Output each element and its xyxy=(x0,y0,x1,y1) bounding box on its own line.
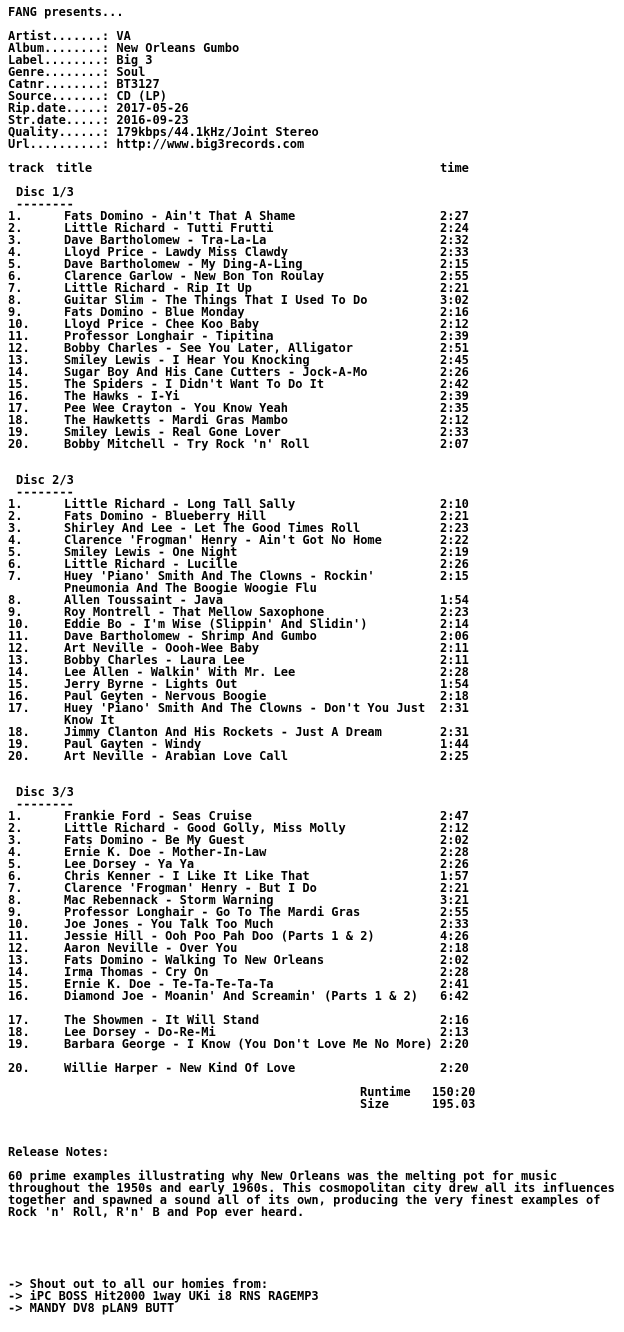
track-time: 3:02 xyxy=(440,293,469,307)
track-title: Little Richard - Tutti Frutti xyxy=(64,221,274,235)
track-time: 4:26 xyxy=(440,929,469,943)
track-number: 9. xyxy=(8,905,23,919)
track-number: 5. xyxy=(8,857,23,871)
disc-block xyxy=(8,186,624,450)
release-notes: 60 prime examples illustrating why New Orleans was the melting pot for music throughout the 1950s and early 1960s. This cosmopolitan city drew all its influences together and spawned a sound all of its own, producing the very finest examples of Rock 'n' Roll, R'n' B and Pop ever heard. xyxy=(8,1169,615,1219)
track-number: 16. xyxy=(8,989,30,1003)
track-number: 10. xyxy=(8,617,30,631)
total-key: Runtime xyxy=(360,1085,411,1099)
track-number: 8. xyxy=(8,593,23,607)
track-number: 10. xyxy=(8,317,30,331)
track-time: 2:13 xyxy=(440,1025,469,1039)
track-time: 2:23 xyxy=(440,521,469,535)
track-row xyxy=(8,990,624,1014)
tracklist-header xyxy=(8,162,624,174)
track-number: 2. xyxy=(8,509,23,523)
track-title: Frankie Ford - Seas Cruise xyxy=(64,809,252,823)
track-title: Fats Domino - Blue Monday xyxy=(64,305,245,319)
track-time: 2:20 xyxy=(440,1037,469,1051)
track-number: 15. xyxy=(8,677,30,691)
info-key: Str.date.....: xyxy=(8,113,110,127)
track-time: 1:54 xyxy=(440,593,469,607)
track-title: Diamond Joe - Moanin' And Screamin' (Parts 1 & 2) xyxy=(64,989,419,1003)
total-value: 150:20 xyxy=(432,1085,476,1099)
track-number: 12. xyxy=(8,641,30,655)
info-value: New Orleans Gumbo xyxy=(116,41,240,55)
info-key: Catnr........: xyxy=(8,77,110,91)
track-number: 19. xyxy=(8,737,30,751)
track-title: Paul Gayten - Windy xyxy=(64,737,202,751)
track-number: 18. xyxy=(8,725,30,739)
track-title: Professor Longhair - Tipitina xyxy=(64,329,274,343)
info-key: Artist.......: xyxy=(8,29,110,43)
info-line xyxy=(8,138,624,150)
track-number: 11. xyxy=(8,329,30,343)
track-row xyxy=(8,570,624,594)
totals xyxy=(8,1086,624,1110)
track-number: 7. xyxy=(8,281,23,295)
track-number: 13. xyxy=(8,353,30,367)
track-title: The Spiders - I Didn't Want To Do It xyxy=(64,377,325,391)
track-number: 17. xyxy=(8,701,30,715)
track-title: Ernie K. Doe - Te-Ta-Te-Ta-Ta xyxy=(64,977,274,991)
track-title: Guitar Slim - The Things That I Used To Do xyxy=(64,293,368,307)
info-value: 179kbps/44.1kHz/Joint Stereo xyxy=(116,125,319,139)
track-number: 5. xyxy=(8,545,23,559)
track-number: 3. xyxy=(8,521,23,535)
track-number: 18. xyxy=(8,413,30,427)
track-time: 2:02 xyxy=(440,833,469,847)
track-title: Little Richard - Long Tall Sally xyxy=(64,497,296,511)
track-number: 15. xyxy=(8,377,30,391)
track-title: Fats Domino - Be My Guest xyxy=(64,833,245,847)
disc-list xyxy=(8,186,624,1074)
track-title: Huey 'Piano' Smith And The Clowns - Rockin' Pneumonia And The Boogie Woogie Flu xyxy=(64,569,375,595)
track-title: Smiley Lewis - I Hear You Knocking xyxy=(64,353,310,367)
track-number: 3. xyxy=(8,233,23,247)
track-number: 2. xyxy=(8,221,23,235)
disc-title: Disc 3/3 xyxy=(16,785,74,799)
track-time: 2:20 xyxy=(440,1061,469,1075)
track-row xyxy=(8,438,624,450)
track-title: The Hawks - I-Yi xyxy=(64,389,180,403)
track-time: 2:07 xyxy=(440,437,469,451)
disc-block xyxy=(8,786,624,1074)
track-title: Jimmy Clanton And His Rockets - Just A Dream xyxy=(64,725,382,739)
track-number: 20. xyxy=(8,1061,30,1075)
info-value: CD (LP) xyxy=(116,89,167,103)
info-key: Quality......: xyxy=(8,125,110,139)
track-number: 8. xyxy=(8,893,23,907)
track-time: 2:12 xyxy=(440,317,469,331)
info-key: Source.......: xyxy=(8,89,110,103)
track-title: Bobby Mitchell - Try Rock 'n' Roll xyxy=(64,437,310,451)
track-time: 2:16 xyxy=(440,1013,469,1027)
track-time: 2:39 xyxy=(440,389,469,403)
track-number: 15. xyxy=(8,977,30,991)
track-time: 2:31 xyxy=(440,701,469,715)
track-title: Barbara George - I Know (You Don't Love Me No More) xyxy=(64,1037,433,1051)
track-number: 8. xyxy=(8,293,23,307)
info-value: BT3127 xyxy=(116,77,160,91)
track-title: Fats Domino - Walking To New Orleans xyxy=(64,953,325,967)
track-time: 2:42 xyxy=(440,377,469,391)
release-info xyxy=(8,30,624,150)
track-time: 2:39 xyxy=(440,329,469,343)
track-time: 2:12 xyxy=(440,413,469,427)
info-value: 2016-09-23 xyxy=(116,113,189,127)
track-title: Roy Montrell - That Mellow Saxophone xyxy=(64,605,325,619)
track-title: Willie Harper - New Kind Of Love xyxy=(64,1061,296,1075)
track-time: 2:35 xyxy=(440,401,469,415)
track-time: 2:15 xyxy=(440,257,469,271)
track-title: Clarence 'Frogman' Henry - Ain't Got No Home xyxy=(64,533,382,547)
track-time: 2:41 xyxy=(440,977,469,991)
track-title: Pee Wee Crayton - You Know Yeah xyxy=(64,401,288,415)
track-number: 18. xyxy=(8,1025,30,1039)
track-time: 2:26 xyxy=(440,857,469,871)
disc-rule: -------- xyxy=(16,797,74,811)
track-number: 17. xyxy=(8,1013,30,1027)
track-number: 20. xyxy=(8,437,30,451)
disc-title: Disc 1/3 xyxy=(16,185,74,199)
track-number: 12. xyxy=(8,941,30,955)
total-key: Size xyxy=(360,1097,389,1111)
track-time: 2:15 xyxy=(440,569,469,583)
track-title: Bobby Charles - See You Later, Alligator xyxy=(64,341,353,355)
track-title: Lloyd Price - Lawdy Miss Clawdy xyxy=(64,245,288,259)
info-key: Album........: xyxy=(8,41,110,55)
track-time: 2:26 xyxy=(440,365,469,379)
track-number: 2. xyxy=(8,821,23,835)
track-time: 2:45 xyxy=(440,353,469,367)
header-title: title xyxy=(56,161,93,175)
track-title: Shirley And Lee - Let The Good Times Roll xyxy=(64,521,361,535)
track-time: 2:28 xyxy=(440,845,469,859)
track-title: Art Neville - Oooh-Wee Baby xyxy=(64,641,260,655)
track-number: 10. xyxy=(8,917,30,931)
track-time: 2:02 xyxy=(440,953,469,967)
track-number: 3. xyxy=(8,833,23,847)
track-time: 2:32 xyxy=(440,233,469,247)
track-number: 6. xyxy=(8,269,23,283)
shout-line: -> Shout out to all our homies from: xyxy=(8,1277,269,1291)
track-time: 2:33 xyxy=(440,425,469,439)
track-time: 2:06 xyxy=(440,629,469,643)
track-title: Little Richard - Good Golly, Miss Molly xyxy=(64,821,346,835)
track-time: 6:42 xyxy=(440,989,469,1003)
total-line xyxy=(8,1098,624,1110)
track-number: 7. xyxy=(8,881,23,895)
track-time: 2:28 xyxy=(440,965,469,979)
track-title: Lloyd Price - Chee Koo Baby xyxy=(64,317,260,331)
track-number: 19. xyxy=(8,425,30,439)
track-title: Ernie K. Doe - Mother-In-Law xyxy=(64,845,267,859)
track-number: 13. xyxy=(8,953,30,967)
track-number: 14. xyxy=(8,365,30,379)
track-number: 19. xyxy=(8,1037,30,1051)
track-time: 1:44 xyxy=(440,737,469,751)
track-time: 2:11 xyxy=(440,641,469,655)
info-key: Url..........: xyxy=(8,137,110,151)
track-number: 6. xyxy=(8,869,23,883)
track-number: 4. xyxy=(8,845,23,859)
track-time: 2:12 xyxy=(440,821,469,835)
track-title: Bobby Charles - Laura Lee xyxy=(64,653,245,667)
track-time: 2:10 xyxy=(440,497,469,511)
track-number: 4. xyxy=(8,245,23,259)
track-title: Irma Thomas - Cry On xyxy=(64,965,209,979)
track-title: Chris Kenner - I Like It Like That xyxy=(64,869,310,883)
total-line xyxy=(8,1086,624,1098)
track-time: 3:21 xyxy=(440,893,469,907)
track-row xyxy=(8,1038,624,1062)
track-number: 1. xyxy=(8,809,23,823)
track-title: Fats Domino - Ain't That A Shame xyxy=(64,209,296,223)
disc-title: Disc 2/3 xyxy=(16,473,74,487)
track-number: 11. xyxy=(8,929,30,943)
track-number: 5. xyxy=(8,257,23,271)
track-title: Paul Geyten - Nervous Boogie xyxy=(64,689,267,703)
track-time: 2:21 xyxy=(440,881,469,895)
track-title: Professor Longhair - Go To The Mardi Gras xyxy=(64,905,361,919)
shout-line: -> iPC BOSS Hit2000 1way UKi i8 RNS RAGEMP3 xyxy=(8,1289,319,1303)
track-title: The Hawketts - Mardi Gras Mambo xyxy=(64,413,288,427)
track-number: 9. xyxy=(8,605,23,619)
track-time: 2:31 xyxy=(440,725,469,739)
track-title: Joe Jones - You Talk Too Much xyxy=(64,917,274,931)
track-time: 2:11 xyxy=(440,653,469,667)
track-number: 14. xyxy=(8,965,30,979)
track-time: 2:27 xyxy=(440,209,469,223)
track-title: Dave Bartholomew - Shrimp And Gumbo xyxy=(64,629,317,643)
track-title: Lee Dorsey - Ya Ya xyxy=(64,857,195,871)
track-title: Smiley Lewis - Real Gone Lover xyxy=(64,425,281,439)
track-title: Eddie Bo - I'm Wise (Slippin' And Slidin') xyxy=(64,617,368,631)
track-time: 2:23 xyxy=(440,605,469,619)
notes-title: Release Notes: xyxy=(8,1145,110,1159)
track-row xyxy=(8,1062,624,1074)
track-title: Smiley Lewis - One Night xyxy=(64,545,238,559)
track-title: Little Richard - Rip It Up xyxy=(64,281,252,295)
track-title: Lee Allen - Walkin' With Mr. Lee xyxy=(64,665,296,679)
disc-rule: -------- xyxy=(16,485,74,499)
info-value: 2017-05-26 xyxy=(116,101,189,115)
track-title: Mac Rebennack - Storm Warning xyxy=(64,893,274,907)
track-number: 14. xyxy=(8,665,30,679)
disc-rule: -------- xyxy=(16,197,74,211)
track-title: Lee Dorsey - Do-Re-Mi xyxy=(64,1025,216,1039)
track-time: 2:51 xyxy=(440,341,469,355)
track-number: 7. xyxy=(8,569,23,583)
disc-block xyxy=(8,474,624,762)
track-number: 16. xyxy=(8,389,30,403)
info-value: Big 3 xyxy=(116,53,153,67)
track-time: 2:33 xyxy=(440,917,469,931)
track-time: 2:24 xyxy=(440,221,469,235)
track-number: 13. xyxy=(8,653,30,667)
track-time: 2:19 xyxy=(440,545,469,559)
header-time: time xyxy=(440,161,469,175)
info-key: Label........: xyxy=(8,53,110,67)
track-time: 2:21 xyxy=(440,509,469,523)
track-number: 16. xyxy=(8,689,30,703)
track-time: 1:54 xyxy=(440,677,469,691)
track-time: 2:18 xyxy=(440,941,469,955)
track-title: Aaron Neville - Over You xyxy=(64,941,238,955)
track-number: 9. xyxy=(8,305,23,319)
track-time: 2:55 xyxy=(440,269,469,283)
track-time: 2:33 xyxy=(440,245,469,259)
track-number: 1. xyxy=(8,209,23,223)
info-key: Rip.date.....: xyxy=(8,101,110,115)
header-track: track xyxy=(8,161,45,175)
info-key: Genre........: xyxy=(8,65,110,79)
track-title: Little Richard - Lucille xyxy=(64,557,238,571)
track-number: 6. xyxy=(8,557,23,571)
track-time: 2:55 xyxy=(440,905,469,919)
track-number: 11. xyxy=(8,629,30,643)
track-title: Clarence Garlow - New Bon Ton Roulay xyxy=(64,269,325,283)
track-title: Allen Toussaint - Java xyxy=(64,593,223,607)
track-title: Dave Bartholomew - Tra-La-La xyxy=(64,233,267,247)
track-title: Dave Bartholomew - My Ding-A-Ling xyxy=(64,257,303,271)
track-time: 2:16 xyxy=(440,305,469,319)
track-number: 4. xyxy=(8,533,23,547)
track-title: Jessie Hill - Ooh Poo Pah Doo (Parts 1 & 2) xyxy=(64,929,375,943)
track-time: 2:28 xyxy=(440,665,469,679)
total-value: 195.03 xyxy=(432,1097,476,1111)
info-value: VA xyxy=(116,29,131,43)
track-number: 1. xyxy=(8,497,23,511)
track-number: 20. xyxy=(8,749,30,763)
track-title: Art Neville - Arabian Love Call xyxy=(64,749,288,763)
track-title: Clarence 'Frogman' Henry - But I Do xyxy=(64,881,317,895)
track-row xyxy=(8,702,624,726)
track-title: Sugar Boy And His Cane Cutters - Jock-A-Mo xyxy=(64,365,368,379)
track-time: 2:25 xyxy=(440,749,469,763)
track-title: The Showmen - It Will Stand xyxy=(64,1013,260,1027)
intro-line: FANG presents... xyxy=(8,5,124,19)
track-title: Jerry Byrne - Lights Out xyxy=(64,677,238,691)
track-number: 12. xyxy=(8,341,30,355)
track-time: 2:22 xyxy=(440,533,469,547)
track-row xyxy=(8,750,624,762)
info-value: http://www.big3records.com xyxy=(116,137,305,151)
track-time: 2:47 xyxy=(440,809,469,823)
shout-line: -> MANDY DV8 pLAN9 BUTT xyxy=(8,1301,175,1315)
track-title: Huey 'Piano' Smith And The Clowns - Don't You Just Know It xyxy=(64,701,426,727)
track-number: 17. xyxy=(8,401,30,415)
track-title: Fats Domino - Blueberry Hill xyxy=(64,509,267,523)
track-time: 2:14 xyxy=(440,617,469,631)
track-time: 2:21 xyxy=(440,281,469,295)
track-time: 2:26 xyxy=(440,557,469,571)
shout-outs xyxy=(8,1278,624,1314)
track-time: 1:57 xyxy=(440,869,469,883)
track-time: 2:18 xyxy=(440,689,469,703)
info-value: Soul xyxy=(116,65,146,79)
